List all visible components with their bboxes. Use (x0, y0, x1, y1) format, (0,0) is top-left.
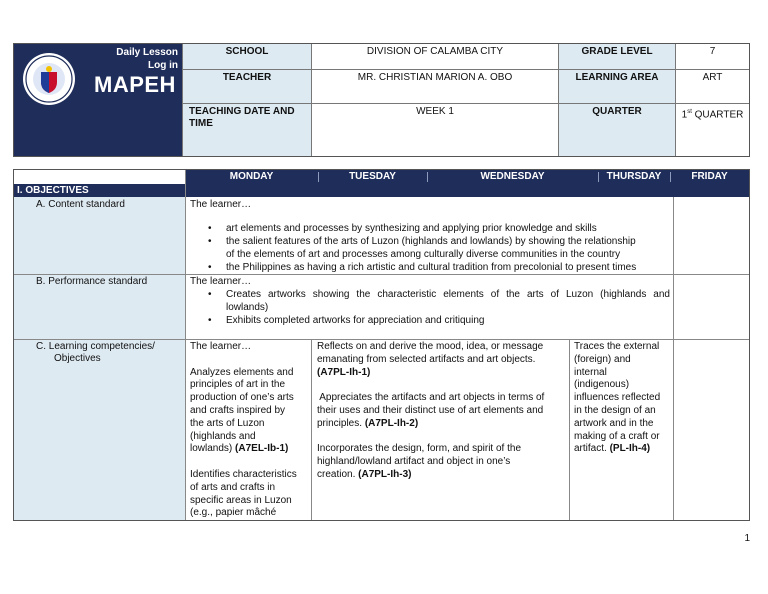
day-wednesday: WEDNESDAY (480, 171, 545, 182)
deped-seal-icon (22, 52, 76, 106)
col-divider (311, 339, 312, 520)
competency-line: (e.g., papier mâché (190, 507, 277, 519)
competency-col-thursday (574, 341, 672, 456)
dll-line1: Daily Lesson (116, 47, 178, 58)
col-divider (185, 170, 186, 520)
content-standard-bullet: • the salient features of the arts of Luzon (highlands and lowlands) by showing the relationship (226, 236, 636, 249)
competencies-label (36, 341, 155, 365)
col-divider (569, 339, 570, 520)
teaching-date-label-line1: TEACHING DATE AND (189, 106, 295, 117)
competency-line: principles. (317, 417, 363, 429)
competencies-label-line2: Objectives (54, 353, 101, 364)
header-brand-panel (14, 44, 182, 156)
teaching-date-value: WEEK 1 (311, 104, 558, 156)
quarter-num: 1 (681, 109, 688, 121)
competency-line: their uses and their distinct use of art elements and (317, 404, 544, 416)
day-header-bar (185, 170, 749, 184)
competency-line: emanating from selected artifacts and art objects. (317, 353, 536, 365)
quarter-label: QUARTER (558, 104, 675, 156)
content-standard-bullet: • art elements and processes by synthesizing and applying prior knowledge and skills (226, 223, 597, 236)
subject-title: MAPEH (94, 72, 176, 97)
competency-line: internal (574, 366, 607, 378)
content-standard-bullet: • the Philippines as having a rich artistic and cultural tradition from precolonial to present times (226, 262, 636, 275)
competency-col-tuesday-wednesday (317, 341, 567, 482)
day-tuesday: TUESDAY (349, 171, 396, 182)
objectives-table (13, 169, 750, 521)
competency-col-monday (190, 341, 308, 520)
performance-standard-bullet: • Creates artworks showing the characteristic elements of the arts of Luzon (highlands and (226, 289, 670, 302)
teaching-date-label (182, 104, 311, 156)
row-divider (14, 339, 749, 340)
performance-standard-bullet-continued: lowlands) (226, 302, 269, 313)
competency-line: lowlands) (190, 443, 233, 455)
col-divider (673, 339, 674, 520)
objectives-heading: I. OBJECTIVES (14, 184, 749, 197)
competencies-label-line1: C. Learning competencies/ (36, 341, 155, 352)
competency-line: artifact. (574, 443, 607, 455)
school-value: DIVISION OF CALAMBA CITY (311, 44, 558, 70)
competency-line: (indigenous) (574, 379, 630, 391)
quarter-rest: QUARTER (691, 109, 744, 121)
quarter-sup: st (687, 109, 692, 115)
competency-line: and crafts inspired by (190, 404, 286, 416)
daily-lesson-log-title (116, 46, 178, 72)
learning-area-value: ART (675, 70, 749, 104)
competency-line: Analyzes elements and (190, 366, 294, 378)
competency-line: creation. (317, 468, 356, 480)
school-label: SCHOOL (182, 44, 311, 70)
competency-line: Incorporates the design, form, and spirit of the (317, 443, 521, 455)
competency-line: Appreciates the artifacts and art objects in terms of (317, 392, 545, 404)
col-divider (673, 197, 674, 339)
day-thursday: THURSDAY (606, 171, 662, 182)
competency-code: (A7PL-Ih-2) (364, 417, 419, 429)
competency-code: (A7PL-Ih-1) (317, 366, 371, 378)
competency-line: (foreign) and (574, 353, 631, 365)
competency-line: artwork and in the (574, 417, 654, 429)
competency-line: principles of art in the (190, 379, 286, 391)
performance-standard-intro: The learner… (190, 276, 252, 287)
competency-line: highland/lowland artifact and object in one’s (317, 456, 511, 468)
competency-line: the arts of Luzon (190, 417, 265, 429)
performance-standard-bullet: • Exhibits completed artworks for appreciation and critiquing (226, 315, 484, 328)
content-standard-bullet-continued: of the elements of art and processes among culturally diverse communities in the country (226, 249, 621, 260)
competency-line: production of one’s arts (190, 392, 294, 404)
competency-code: (A7PL-Ih-3) (358, 468, 412, 480)
grade-level-value: 7 (675, 44, 749, 70)
quarter-value (675, 104, 749, 156)
learning-area-label: LEARNING AREA (558, 70, 675, 104)
competency-line: Identifies characteristics (190, 468, 297, 480)
teacher-label: TEACHER (182, 70, 311, 104)
competency-line: influences reflected (574, 392, 661, 404)
teacher-value: MR. CHRISTIAN MARION A. OBO (311, 70, 558, 104)
competency-line: Traces the external (574, 341, 660, 352)
competency-line: making of a craft or (574, 430, 660, 442)
dll-line2: Log in (148, 60, 178, 71)
performance-standard-label: B. Performance standard (36, 276, 148, 287)
day-friday: FRIDAY (691, 171, 728, 182)
competency-intro: The learner… (190, 341, 252, 352)
competency-line: specific areas in Luzon (190, 494, 292, 506)
grade-level-label: GRADE LEVEL (558, 44, 675, 70)
content-standard-label: A. Content standard (36, 199, 125, 210)
header-table (13, 43, 750, 157)
teaching-date-label-line2: TIME (189, 118, 213, 129)
competency-line: in the design of an (574, 404, 656, 416)
competency-code: (A7EL-Ib-1) (235, 443, 289, 455)
day-monday: MONDAY (229, 171, 274, 182)
competency-line: (highlands and (190, 430, 256, 442)
competency-line: of arts and crafts in (190, 481, 276, 493)
competency-line: Reflects on and derive the mood, idea, or message (317, 341, 544, 352)
content-standard-intro: The learner… (190, 199, 252, 210)
competency-code: (PL-Ih-4) (609, 443, 651, 455)
page-number: 1 (744, 533, 750, 544)
